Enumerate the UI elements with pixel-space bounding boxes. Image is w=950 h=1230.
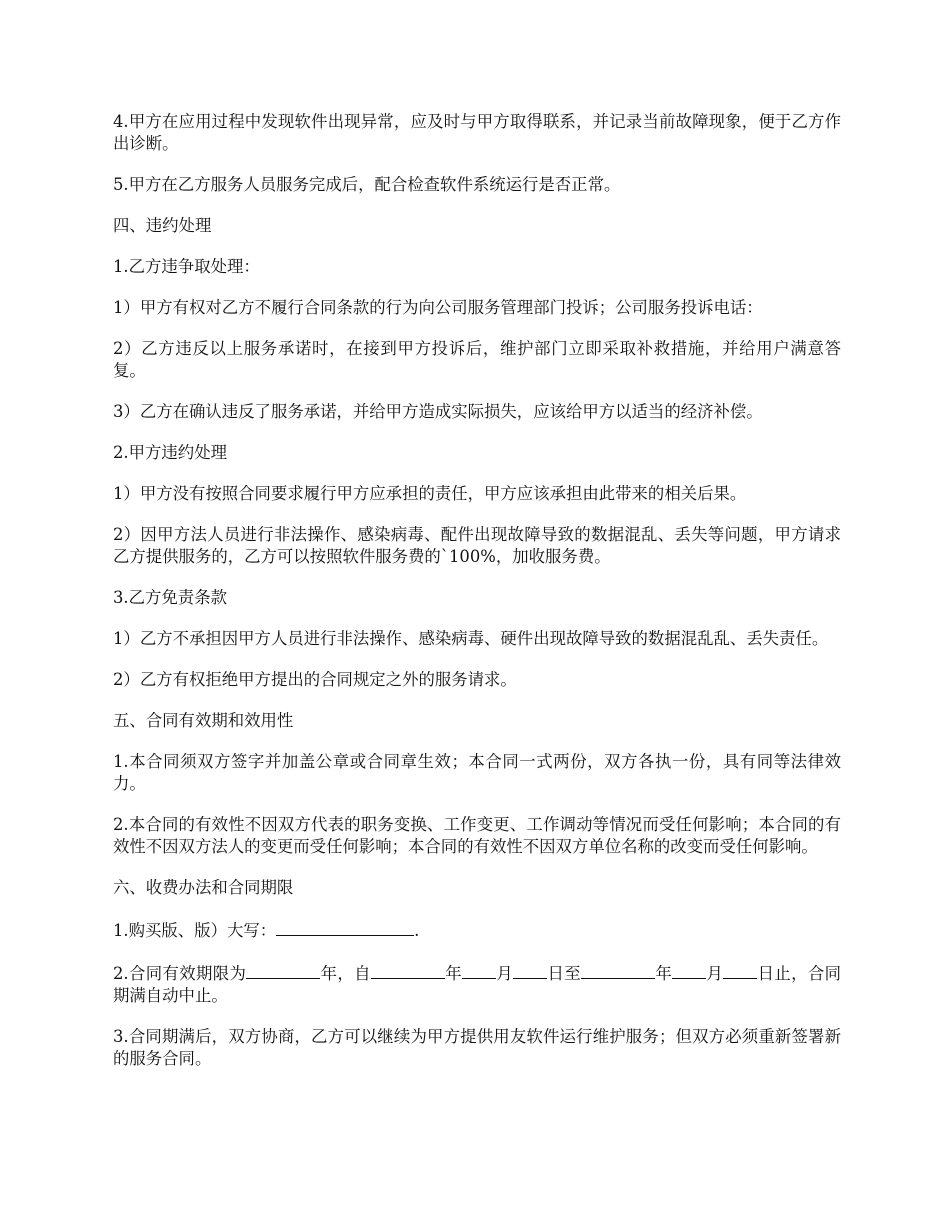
subheading-exemption: 3.乙方免责条款: [113, 588, 227, 607]
start-month-blank: [462, 961, 496, 979]
amount-blank: [276, 918, 414, 936]
end-day-blank: [723, 961, 757, 979]
term-prefix: 2.合同有效期限为: [113, 964, 247, 983]
item-remedy: 2）乙方违反以上服务承诺时，在接到甲方投诉后，维护部门立即采取补救措施，并给用户满意答复。: [113, 339, 841, 380]
section-heading-breach: 四、违约处理: [113, 216, 212, 235]
item-surcharge: 2）因甲方法人员进行非法操作、感染病毒、配件出现故障导致的数据混乱、丢失等问题，甲方请求乙方提供服务的，乙方可以按照软件服务费的`100%，加收服务费。: [113, 525, 841, 566]
purchase-suffix: .: [414, 921, 420, 940]
subheading-party-a-breach: 2.甲方违约处理: [113, 443, 227, 462]
clause-validity-unaffected: 2.本合同的有效性不因双方代表的职务变换、工作变更、工作调动等情况而受任何影响；本合同的有效性不因双方法人的变更而受任何影响；本合同的有效性不因双方单位名称的改变而受任何影响。: [113, 815, 841, 856]
term-years-blank: [246, 961, 320, 979]
clause-renewal: 3.合同期满后，双方协商，乙方可以继续为甲方提供用友软件运行维护服务；但双方必须重新签署新的服务合同。: [113, 1027, 841, 1068]
item-party-a-responsibility: 1）甲方没有按照合同要求履行甲方应承担的责任，甲方应该承担由此带来的相关后果。: [113, 484, 747, 503]
section-heading-fees: 六、收费办法和合同期限: [113, 878, 294, 897]
document-body: [113, 111, 841, 1089]
clause-effective: 1.本合同须双方签字并加盖公章或合同章生效；本合同一式两份，双方各执一份，具有同等法律效力。: [113, 752, 841, 793]
clause-contract-term: [113, 961, 841, 1007]
start-day-label: 日至: [547, 964, 582, 983]
purchase-prefix: 1.购买版、版）大写：: [113, 921, 277, 940]
clause-5-inspection: 5.甲方在乙方服务人员服务完成后，配合检查软件系统运行是否正常。: [113, 175, 621, 194]
item-refuse-requests: 2）乙方有权拒绝甲方提出的合同规定之外的服务请求。: [113, 670, 517, 689]
clause-purchase-amount: [113, 918, 841, 942]
start-day-blank: [513, 961, 547, 979]
subheading-party-b-breach: 1.乙方违争取处理：: [113, 257, 260, 276]
clause-4-fault-report: 4.甲方在应用过程中发现软件出现异常，应及时与甲方取得联系，并记录当前故障现象，便于乙方作出诊断。: [113, 112, 841, 153]
end-month-blank: [672, 961, 706, 979]
item-complaint-right: 1）甲方有权对乙方不履行合同条款的行为向公司服务管理部门投诉；公司服务投诉电话：: [113, 298, 763, 317]
end-year-label: 年: [655, 964, 673, 983]
end-year-blank: [581, 961, 655, 979]
item-exemption-liability: 1）乙方不承担因甲方人员进行非法操作、感染病毒、硬件出现故障导致的数据混乱乱、丢失责任。: [113, 629, 829, 648]
section-heading-validity: 五、合同有效期和效用性: [113, 711, 294, 730]
start-year-blank: [371, 961, 445, 979]
start-year-label: 年: [444, 964, 463, 983]
end-day-label: 日止，合同期满自动中止。: [113, 964, 842, 1005]
item-compensation: 3）乙方在确认违反了服务承诺，并给甲方造成实际损失，应该给甲方以适当的经济补偿。: [113, 402, 763, 421]
end-month-label: 月: [706, 964, 724, 983]
term-year-label: 年，自: [320, 964, 371, 983]
start-month-label: 月: [496, 964, 514, 983]
